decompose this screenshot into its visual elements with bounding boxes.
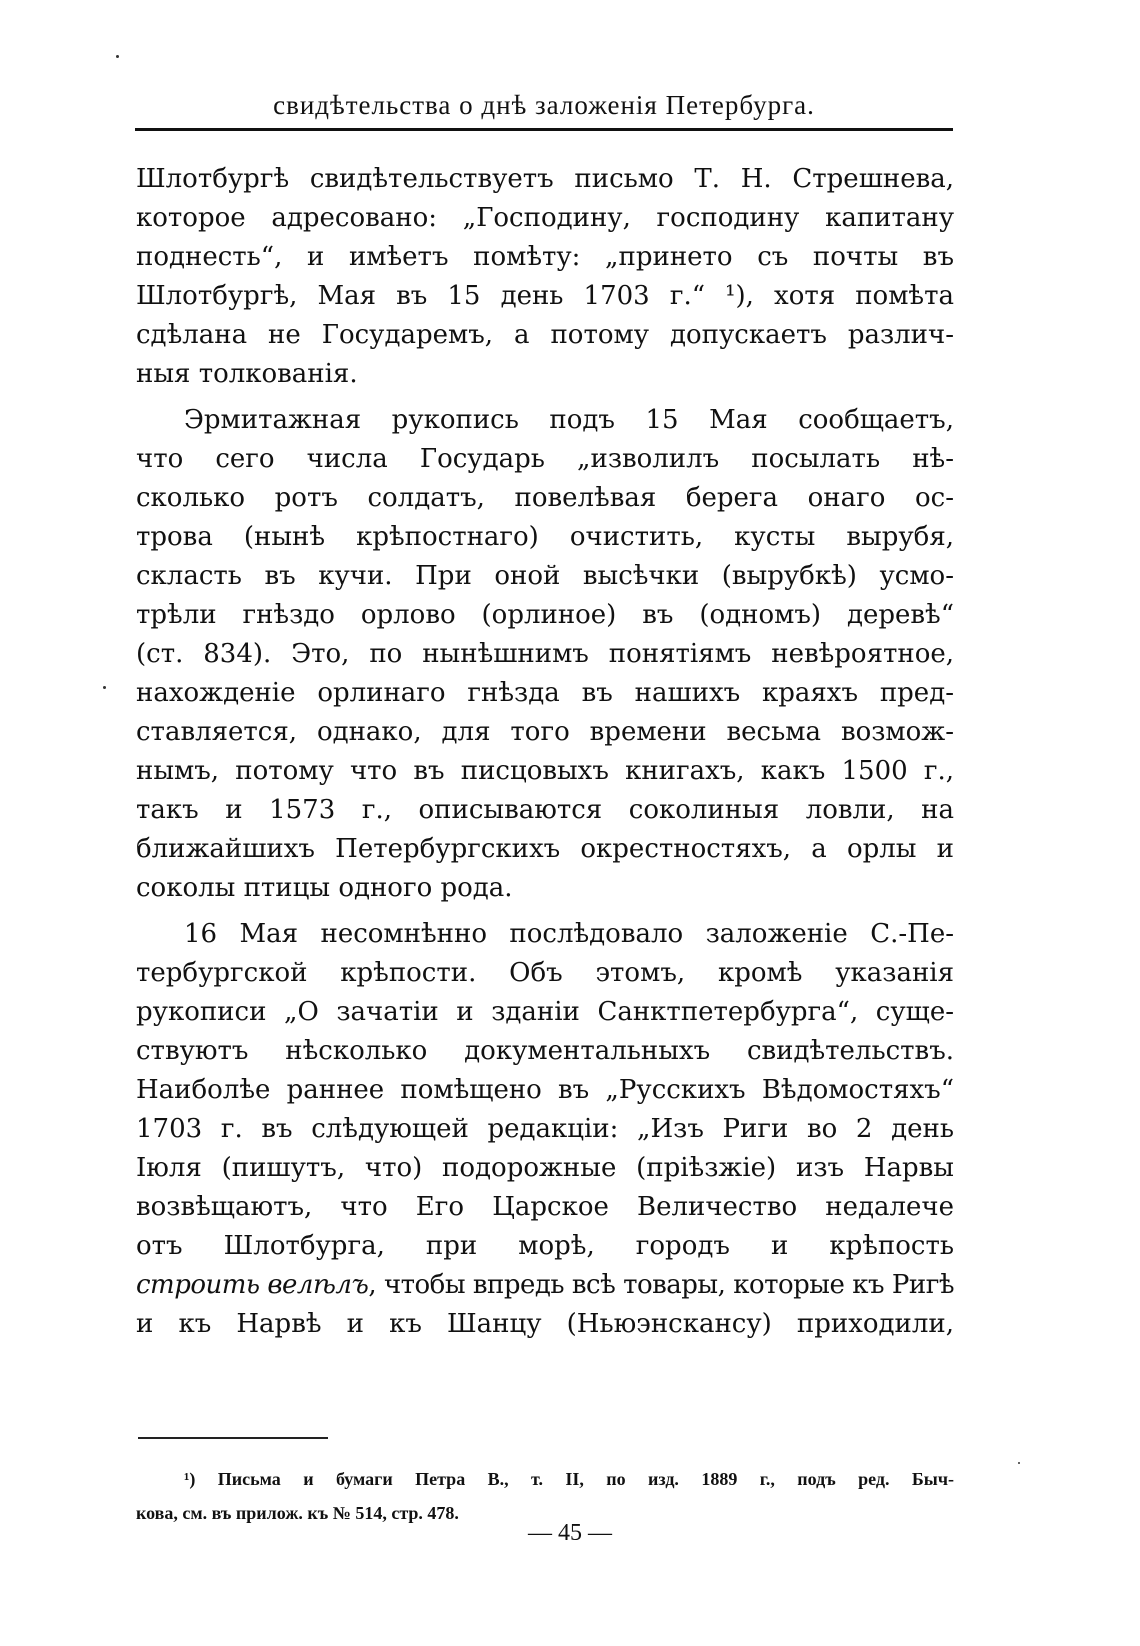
text-line: нымъ, потому что въ писцовыхъ книгахъ, какъ 1500 г.,	[136, 756, 954, 786]
text-line: 16 Мая несомнѣнно послѣдовало заложеніе С.-Пе-	[184, 919, 954, 949]
text-line: возвѣщаютъ, что Его Царское Величество недалече	[136, 1192, 954, 1222]
footnote-rule	[138, 1437, 328, 1439]
text-line: рукописи „О зачатіи и зданіи Санктпетербурга“, суще-	[136, 997, 954, 1027]
italic-phrase: строить велѣлъ	[136, 1270, 369, 1300]
text-line: сколько ротъ солдатъ, повелѣвая берега онаго ос-	[136, 483, 954, 513]
text-line: такъ и 1573 г., описываются соколиныя ловли, на	[136, 795, 954, 825]
text-line: скласть въ кучи. При оной высѣчки (вырубкѣ) усмо-	[136, 561, 954, 591]
text-line	[136, 1266, 954, 1305]
text-line: нахожденіе орлинаго гнѣзда въ нашихъ краяхъ пред-	[136, 678, 954, 708]
text-line: Шлотбургѣ, Мая въ 15 день 1703 г.“ ¹), хотя помѣта	[136, 281, 954, 311]
text-line: которое адресовано: „Господину, господину капитану	[136, 203, 954, 233]
text-line: ставляется, однако, для того времени весьма возмож-	[136, 717, 954, 747]
text-line: тербургской крѣпости. Объ этомъ, кромѣ указанія	[136, 958, 954, 988]
text-line: Наиболѣе раннее помѣщено въ „Русскихъ Вѣдомостяхъ“	[136, 1075, 954, 1105]
text-line: ствуютъ нѣсколько документальныхъ свидѣтельствъ.	[136, 1036, 954, 1066]
footnote-line: кова, см. въ прилож. къ № 514, стр. 478.	[136, 1503, 459, 1523]
main-text	[136, 160, 954, 1344]
text-line: Шлотбургѣ свидѣтельствуетъ письмо Т. Н. Стрешнева,	[136, 164, 954, 194]
text-line: трѣли гнѣздо орлово (орлиное) въ (одномъ) деревѣ“	[136, 600, 954, 630]
footnote-line: ¹) Письма и бумаги Петра В., т. II, по изд. 1889 г., подъ ред. Быч-	[184, 1469, 954, 1489]
page-number: — 45 —	[528, 1520, 612, 1546]
running-head: свидѣтельства о днѣ заложенія Петербурга.	[273, 90, 815, 120]
paper-speck	[103, 686, 106, 689]
text-line: Іюля (пишутъ, что) подорожные (пріѣзжіе) изъ Нарвы	[136, 1153, 954, 1183]
text-line: соколы птицы одного рода.	[136, 873, 513, 903]
text-fragment: , чтобы впредь всѣ товары, которые къ Ригѣ	[368, 1270, 955, 1300]
text-line: и къ Нарвѣ и къ Шанцу (Ньюэнскансу) приходили,	[136, 1309, 954, 1339]
text-line: что сего числа Государь „изволилъ посылать нѣ-	[136, 444, 954, 474]
text-line: ныя толкованія.	[136, 359, 358, 389]
text-line: ближайшихъ Петербургскихъ окрестностяхъ, а орлы и	[136, 834, 954, 864]
text-line: поднесть“, и имѣетъ помѣту: „принето съ почты въ	[136, 242, 954, 272]
paper-speck	[1018, 1462, 1020, 1464]
text-line: сдѣлана не Государемъ, а потому допускаетъ различ-	[136, 320, 954, 350]
text-line: Эрмитажная рукопись подъ 15 Мая сообщаетъ,	[184, 405, 954, 435]
text-line: трова (нынѣ крѣпостнаго) очистить, кусты вырубя,	[136, 522, 954, 552]
header-rule	[135, 128, 953, 131]
paper-speck	[116, 55, 119, 58]
text-line: (ст. 834). Это, по нынѣшнимъ понятіямъ невѣроятное,	[136, 639, 954, 669]
text-line: отъ Шлотбурга, при морѣ, городъ и крѣпость	[136, 1231, 954, 1261]
text-line: 1703 г. въ слѣдующей редакціи: „Изъ Риги во 2 день	[136, 1114, 954, 1144]
